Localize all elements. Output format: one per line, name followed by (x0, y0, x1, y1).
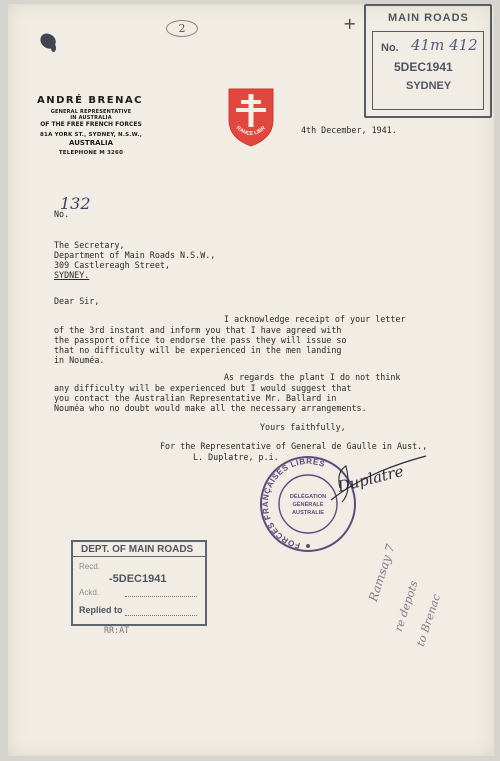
received-stamp-no-label: No. (381, 42, 399, 54)
round-stamp-star-dot (306, 544, 310, 548)
dept-stamp-replied-label: Replied to (79, 605, 123, 615)
letter-no-label: No. (54, 209, 70, 219)
para1-line-3: the passport office to endorse the pass they will issue so (54, 335, 347, 345)
stamp-reference: RR:AT (104, 625, 130, 635)
dept-stamp-recd-label: Recd. (79, 562, 100, 571)
letterhead-telephone: TELEPHONE M 3260 (58, 150, 124, 156)
letterhead-role-2: IN AUSTRALIA (70, 115, 112, 121)
crest-cross-bar-upper (241, 100, 261, 104)
signoff-line-2: L. Duplatre, p.i. (193, 452, 279, 462)
letterhead-role-1: GENERAL REPRESENTATIVE (50, 109, 132, 115)
signature-strokes (326, 452, 436, 512)
france-libre-crest (226, 86, 276, 148)
para1-line-1: I acknowledge receipt of your letter (224, 314, 406, 324)
para2-line-3: you contact the Australian Representative Mr. Ballard in (54, 393, 337, 403)
dept-stamp-replied-line (125, 615, 197, 616)
dept-stamp-ackd-label: Ackd. (79, 588, 100, 597)
round-stamp-center-1: DÉLÉGATION (289, 494, 327, 500)
dept-stamp-ackd-line (125, 596, 197, 597)
para1-line-2: of the 3rd instant and inform you that I have agreed with (54, 325, 342, 335)
received-stamp-city: SYDNEY (406, 80, 452, 92)
para2-line-2: any difficulty will be experienced but I would suggest that (54, 383, 352, 393)
crest-text: RANCE LIBR (234, 125, 267, 138)
received-stamp-date: 5DEC1941 (394, 60, 453, 74)
para2-line-1: As regards the plant I do not think (224, 372, 401, 382)
round-stamp-ring-text: FORCES FRANÇAISES LIBRES (261, 456, 327, 551)
round-stamp-center-3: AUSTRALIE (291, 510, 325, 516)
closing: Yours faithfully, (260, 422, 346, 432)
letterhead-country: AUSTRALIA (69, 139, 113, 147)
crest-cross-bar-lower (236, 108, 266, 112)
letterhead-name: ANDRÉ BRENAC (37, 95, 144, 106)
circled-page-number: 2 (166, 20, 198, 37)
plus-mark: + (343, 14, 357, 33)
para1-line-5: in Nouméa. (54, 355, 105, 365)
dept-stamp-date: -5DEC1941 (109, 573, 167, 585)
received-stamp-title: MAIN ROADS (388, 12, 469, 24)
letter-date: 4th December, 1941. (301, 125, 397, 135)
salutation: Dear Sir, (54, 296, 100, 306)
recipient-line-2: Department of Main Roads N.S.W., (54, 250, 216, 260)
letter-page (8, 4, 494, 756)
recipient-line-3: 309 Castlereagh Street, (54, 260, 170, 270)
signature: Duplatre (335, 462, 406, 496)
letterhead-role-3: OF THE FREE FRENCH FORCES (40, 121, 142, 128)
recipient-line-4: SYDNEY. (54, 270, 90, 280)
letterhead-address: 81A YORK ST., SYDNEY, N.S.W., (40, 132, 142, 138)
received-stamp-number: 41m 412 (411, 36, 478, 54)
recipient-line-1: The Secretary, (54, 240, 125, 250)
dept-stamp-title: DEPT. OF MAIN ROADS (73, 542, 205, 557)
margin-note-1: Ramsay 7 (366, 542, 398, 604)
ink-blot-drip (51, 44, 56, 52)
received-stamp (364, 4, 492, 118)
round-stamp-center-2: GÉNÉRALE (292, 502, 324, 508)
margin-note-2: re depots (392, 579, 421, 634)
letter-no-value: 132 (60, 194, 91, 213)
margin-note-3: to Brenac (414, 592, 444, 649)
para2-line-4: Nouméa who no doubt would make all the necessary arrangements. (54, 403, 367, 413)
para1-line-4: that no difficulty will be experienced in the men landing (54, 345, 342, 355)
signoff-line-1: For the Representative of General de Gaulle in Aust., (160, 441, 428, 451)
dept-main-roads-stamp (71, 540, 207, 626)
